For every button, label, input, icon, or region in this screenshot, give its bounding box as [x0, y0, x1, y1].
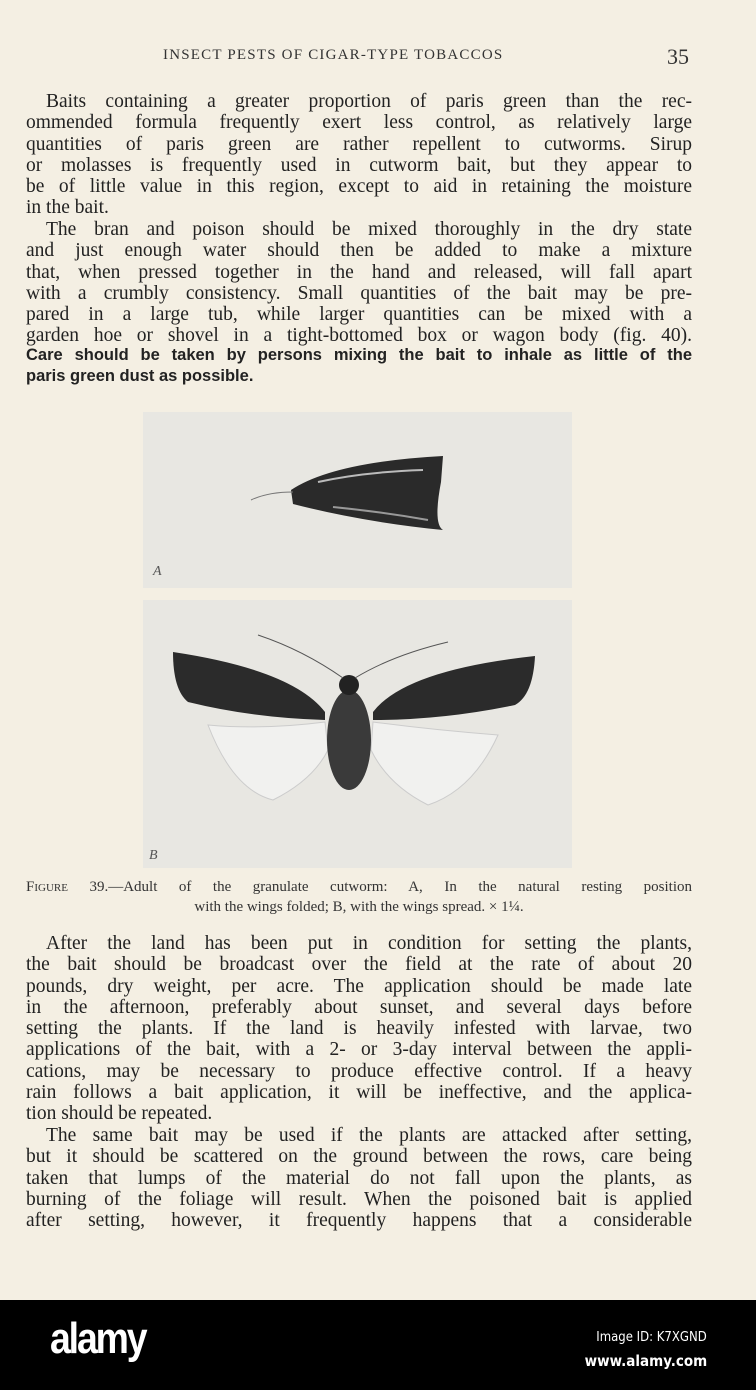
text-line: Care should be taken by persons mixing the bait to inhale as little of the [26, 346, 692, 364]
text-line: the bait should be broadcast over the field at the rate of about 20 [26, 954, 692, 976]
page-number: 35 [667, 44, 689, 69]
text-line: or molasses is frequently used in cutworm bait, but they appear to [26, 154, 692, 176]
text-line: burning of the foliage will result. When the poisoned bait is applied [26, 1188, 692, 1210]
text-line: Baits containing a greater proportion of paris green than the rec- [46, 91, 692, 112]
text-line: applications of the bait, with a 2- or 3-day interval between the appli- [26, 1039, 692, 1061]
text-line: with a crumbly consistency. Small quantities of the bait may be pre- [26, 282, 692, 304]
figure-panel-a [143, 412, 572, 588]
alamy-logo: alamy [50, 1314, 146, 1363]
paragraph-3 [26, 933, 692, 1125]
text-line: in the bait. [26, 197, 109, 219]
text-line: but it should be scattered on the ground between the rows, care being [26, 1146, 692, 1168]
text-line: taken that lumps of the material do not fall upon the plants, as [26, 1167, 692, 1189]
paragraph-2 [26, 219, 692, 347]
text-line: rain follows a bait application, it will be ineffective, and the applica- [26, 1082, 692, 1104]
text-line: After the land has been put in condition for setting the plants, [46, 933, 692, 954]
text-line: tion should be repeated. [26, 1103, 213, 1125]
running-title: INSECT PESTS OF CIGAR-TYPE TOBACCOS [163, 47, 504, 63]
text-line: in the afternoon, preferably about sunset, and several days before [26, 996, 692, 1018]
paragraph-4 [26, 1125, 692, 1231]
figure-panel-b [143, 600, 572, 868]
watermark-footer [0, 1300, 756, 1390]
caption-line-1: —Adult of the granulate cutworm: A, In the natural resting position [108, 879, 692, 895]
text-line: cations, may be necessary to produce effective control. If a heavy [26, 1060, 692, 1082]
site-url: www.alamy.com [584, 1352, 707, 1370]
text-line: after setting, however, it frequently happens that a considerable [26, 1210, 692, 1232]
text-line: The same bait may be used if the plants are attacked after setting, [46, 1125, 692, 1146]
figure-caption [26, 877, 692, 917]
caption-prefix: Figure 39. [26, 879, 109, 895]
panel-a-label: A [153, 564, 162, 579]
text-line: pounds, dry weight, per acre. The application should be made late [26, 975, 692, 997]
paragraph-1 [26, 91, 692, 219]
text-line: that, when pressed together in the hand and released, will fall apart [26, 261, 692, 283]
moth-resting-illustration [143, 412, 572, 588]
text-line: be of little value in this region, except to aid in retaining the moisture [26, 176, 692, 198]
caption-line-2: with the wings folded; B, with the wings spread. × 1¼. [194, 899, 524, 915]
text-line: and just enough water should then be added to make a mixture [26, 240, 692, 262]
text-line: setting the plants. If the land is heavily infested with larvae, two [26, 1018, 692, 1040]
text-line: pared in a large tub, while larger quantities can be mixed with a [26, 304, 692, 326]
moth-spread-illustration [143, 600, 572, 868]
panel-b-label: B [149, 848, 158, 863]
text-line: garden hoe or shovel in a tight-bottomed box or wagon body (fig. 40). [26, 325, 692, 347]
text-line: quantities of paris green are rather repellent to cutworms. Sirup [26, 133, 692, 155]
text-line: paris green dust as possible. [26, 367, 254, 386]
image-id: Image ID: K7XGND [596, 1330, 707, 1345]
paragraph-2-bold [26, 345, 692, 388]
text-line: The bran and poison should be mixed thoroughly in the dry state [46, 219, 692, 240]
text-line: ommended formula frequently exert less control, as relatively large [26, 112, 692, 134]
page-header [0, 44, 756, 68]
